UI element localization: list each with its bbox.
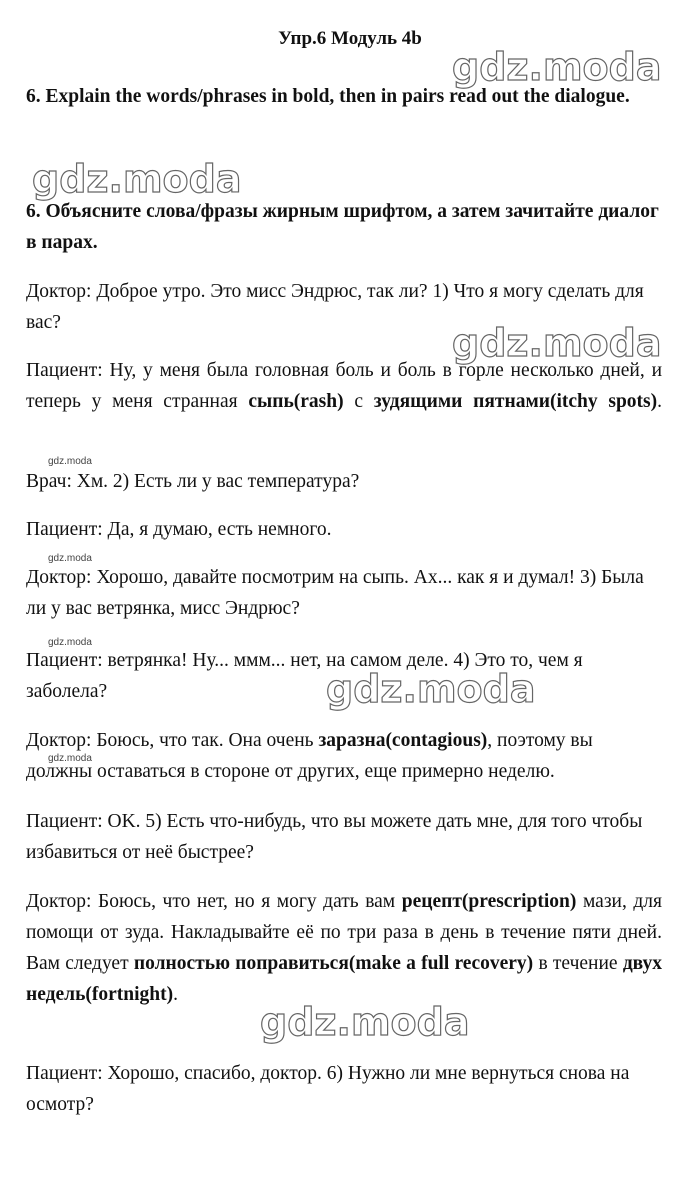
- bold-term: заразна(contagious): [318, 730, 488, 751]
- watermark-small: gdz.moda: [48, 753, 92, 764]
- watermark-small: gdz.moda: [48, 456, 92, 467]
- watermark: gdz.moda: [32, 157, 242, 201]
- task-russian: 6. Объясните слова/фразы жирным шрифтом, а затем зачитайте диалог в парах.: [26, 201, 659, 253]
- dialogue-line-1: Доктор: Доброе утро. Это мисс Эндрюс, так ли? 1) Что я могу сделать для вас?: [26, 281, 644, 333]
- dialogue-line-10: Пациент: Хорошо, спасибо, доктор. 6) Нужно ли мне вернуться снова на осмотр?: [26, 1063, 630, 1115]
- dialogue-line-9: Доктор: Боюсь, что нет, но я могу дать вам рецепт(prescription) мази, для помощи от зуда. Накладывайте её по три раза в день в течение пяти дней. Вам следует полностью поправиться(make a full recovery) в течение двух недель(fortnight).: [26, 891, 663, 1005]
- dialogue-line-4: Пациент: Да, я думаю, есть немного.: [26, 519, 332, 540]
- dialogue-line-8: Пациент: OK. 5) Есть что-нибудь, что вы можете дать мне, для того чтобы избавиться от неё быстрее?: [26, 811, 643, 863]
- watermark-small: gdz.moda: [48, 637, 92, 648]
- dialogue-line-5: Доктор: Хорошо, давайте посмотрим на сыпь. Ах... как я и думал! 3) Была ли у вас ветрянка, мисс Эндрюс?: [26, 567, 644, 619]
- bold-term: полностью поправиться(make a full recovery): [133, 953, 534, 974]
- watermark: gdz.moda: [326, 667, 536, 711]
- dialogue-line-6: Пациент: ветрянка! Ну... ммм... нет, на самом деле. 4) Это то, чем я заболела?: [26, 650, 583, 702]
- bold-term: сыпь(rash): [248, 391, 344, 412]
- watermark: gdz.moda: [452, 321, 662, 365]
- bold-term: зудящими пятнами(itchy spots): [373, 391, 658, 412]
- watermark-small: gdz.moda: [48, 553, 92, 564]
- bold-term: рецепт(prescription): [401, 891, 577, 912]
- page-title: Упр.6 Модуль 4b: [278, 28, 422, 49]
- watermark: gdz.moda: [452, 45, 662, 89]
- watermark: gdz.moda: [260, 1000, 470, 1044]
- task-english: 6. Explain the words/phrases in bold, then in pairs read out the dialogue.: [26, 86, 630, 107]
- dialogue-line-3: Врач: Хм. 2) Есть ли у вас температура?: [26, 471, 360, 492]
- dialogue-line-2: Пациент: Ну, у меня была головная боль и боль в горле несколько дней, и теперь у меня странная сыпь(rash) с зудящими пятнами(itchy spots).: [26, 360, 663, 412]
- dialogue-line-7: Доктор: Боюсь, что так. Она очень заразна(contagious), поэтому вы должны оставаться в стороне от других, еще примерно неделю.: [26, 730, 593, 782]
- bold-term: двух недель(fortnight): [26, 953, 663, 1005]
